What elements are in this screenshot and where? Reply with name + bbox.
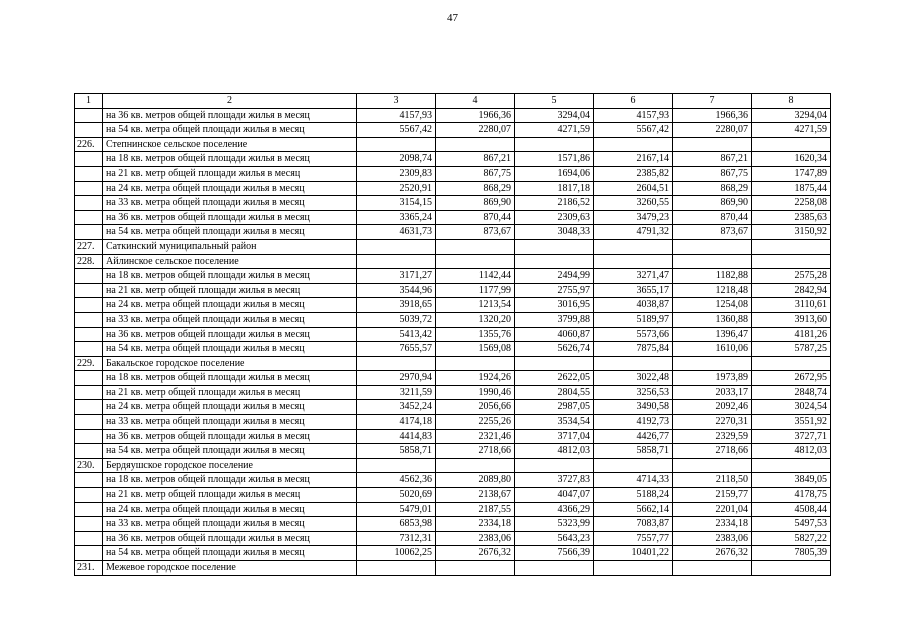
value-cell: 4562,36 xyxy=(357,473,436,488)
value-cell xyxy=(357,137,436,152)
value-cell xyxy=(357,356,436,371)
value-cell: 2309,63 xyxy=(515,210,594,225)
row-number xyxy=(75,546,103,561)
value-cell: 4414,83 xyxy=(357,429,436,444)
row-number xyxy=(75,531,103,546)
value-cell: 2167,14 xyxy=(594,152,673,167)
value-cell: 2494,99 xyxy=(515,269,594,284)
value-cell xyxy=(515,137,594,152)
row-label: на 36 кв. метров общей площади жилья в месяц xyxy=(103,531,357,546)
value-cell: 2098,74 xyxy=(357,152,436,167)
value-cell xyxy=(752,254,831,269)
value-cell: 1966,36 xyxy=(436,108,515,123)
section-row xyxy=(75,458,831,473)
row-number xyxy=(75,371,103,386)
value-cell: 5189,97 xyxy=(594,312,673,327)
section-row xyxy=(75,239,831,254)
value-cell xyxy=(594,561,673,576)
value-cell: 2604,51 xyxy=(594,181,673,196)
value-cell: 2848,74 xyxy=(752,385,831,400)
value-cell xyxy=(594,239,673,254)
value-cell: 1966,36 xyxy=(673,108,752,123)
row-label: на 54 кв. метра общей площади жилья в месяц xyxy=(103,444,357,459)
table-row xyxy=(75,444,831,459)
table-row xyxy=(75,400,831,415)
row-number xyxy=(75,473,103,488)
value-cell: 1747,89 xyxy=(752,166,831,181)
row-number: 227. xyxy=(75,239,103,254)
row-number xyxy=(75,385,103,400)
row-number: 226. xyxy=(75,137,103,152)
row-label: на 33 кв. метра общей площади жилья в месяц xyxy=(103,415,357,430)
value-cell xyxy=(752,356,831,371)
row-label: на 21 кв. метр общей площади жилья в месяц xyxy=(103,488,357,503)
row-label: на 18 кв. метров общей площади жилья в месяц xyxy=(103,269,357,284)
value-cell: 4178,75 xyxy=(752,488,831,503)
value-cell: 5188,24 xyxy=(594,488,673,503)
value-cell: 2385,63 xyxy=(752,210,831,225)
value-cell: 7875,84 xyxy=(594,342,673,357)
value-cell: 1218,48 xyxy=(673,283,752,298)
value-cell: 2755,97 xyxy=(515,283,594,298)
value-cell: 7083,87 xyxy=(594,517,673,532)
value-cell xyxy=(594,458,673,473)
row-number xyxy=(75,152,103,167)
row-label: Айлинское сельское поселение xyxy=(103,254,357,269)
value-cell xyxy=(752,239,831,254)
table-row xyxy=(75,415,831,430)
value-cell: 1571,86 xyxy=(515,152,594,167)
column-header: 8 xyxy=(752,94,831,109)
value-cell xyxy=(673,458,752,473)
value-cell: 3294,04 xyxy=(515,108,594,123)
row-number xyxy=(75,517,103,532)
value-cell: 5039,72 xyxy=(357,312,436,327)
row-number xyxy=(75,269,103,284)
value-cell xyxy=(673,356,752,371)
value-cell xyxy=(673,239,752,254)
value-cell: 3256,53 xyxy=(594,385,673,400)
row-number xyxy=(75,488,103,503)
page-number: 47 xyxy=(447,12,458,24)
value-cell: 2329,59 xyxy=(673,429,752,444)
value-cell: 3154,15 xyxy=(357,196,436,211)
value-cell: 5858,71 xyxy=(594,444,673,459)
value-cell: 867,21 xyxy=(673,152,752,167)
value-cell: 2159,77 xyxy=(673,488,752,503)
value-cell: 4181,26 xyxy=(752,327,831,342)
table-row xyxy=(75,269,831,284)
value-cell: 2309,83 xyxy=(357,166,436,181)
value-cell: 1569,08 xyxy=(436,342,515,357)
row-number: 228. xyxy=(75,254,103,269)
value-cell: 1694,06 xyxy=(515,166,594,181)
row-number xyxy=(75,312,103,327)
table-row xyxy=(75,210,831,225)
value-cell: 1817,18 xyxy=(515,181,594,196)
row-label: на 36 кв. метров общей площади жилья в месяц xyxy=(103,210,357,225)
value-cell: 4426,77 xyxy=(594,429,673,444)
value-cell: 2092,46 xyxy=(673,400,752,415)
value-cell: 5858,71 xyxy=(357,444,436,459)
value-cell: 867,75 xyxy=(673,166,752,181)
value-cell: 2575,28 xyxy=(752,269,831,284)
value-cell: 2334,18 xyxy=(673,517,752,532)
value-cell: 2383,06 xyxy=(436,531,515,546)
row-number xyxy=(75,444,103,459)
value-cell: 873,67 xyxy=(673,225,752,240)
value-cell: 7655,57 xyxy=(357,342,436,357)
value-cell: 3271,47 xyxy=(594,269,673,284)
row-number xyxy=(75,415,103,430)
table-row xyxy=(75,312,831,327)
value-cell: 4271,59 xyxy=(515,123,594,138)
value-cell: 3016,95 xyxy=(515,298,594,313)
value-cell xyxy=(594,356,673,371)
row-number: 229. xyxy=(75,356,103,371)
value-cell: 3918,65 xyxy=(357,298,436,313)
value-cell xyxy=(436,561,515,576)
value-cell: 870,44 xyxy=(673,210,752,225)
value-cell: 870,44 xyxy=(436,210,515,225)
value-cell: 2718,66 xyxy=(673,444,752,459)
value-cell: 5662,14 xyxy=(594,502,673,517)
column-header: 2 xyxy=(103,94,357,109)
value-cell: 3655,17 xyxy=(594,283,673,298)
table-row xyxy=(75,371,831,386)
value-cell xyxy=(515,458,594,473)
value-cell: 1177,99 xyxy=(436,283,515,298)
row-label: на 54 кв. метра общей площади жилья в месяц xyxy=(103,123,357,138)
row-number xyxy=(75,400,103,415)
table-row xyxy=(75,225,831,240)
section-row xyxy=(75,356,831,371)
value-cell xyxy=(436,356,515,371)
row-label: на 21 кв. метр общей площади жилья в месяц xyxy=(103,385,357,400)
table-row xyxy=(75,531,831,546)
table-header-row xyxy=(75,94,831,109)
row-label: на 18 кв. метров общей площади жилья в месяц xyxy=(103,152,357,167)
value-cell: 10062,25 xyxy=(357,546,436,561)
row-number xyxy=(75,166,103,181)
table-row xyxy=(75,473,831,488)
table-row xyxy=(75,283,831,298)
value-cell: 4812,03 xyxy=(752,444,831,459)
value-cell: 2033,17 xyxy=(673,385,752,400)
value-cell: 4714,33 xyxy=(594,473,673,488)
value-cell: 2186,52 xyxy=(515,196,594,211)
value-cell: 3211,59 xyxy=(357,385,436,400)
value-cell: 3110,61 xyxy=(752,298,831,313)
row-number xyxy=(75,225,103,240)
value-cell xyxy=(752,561,831,576)
row-label: на 21 кв. метр общей площади жилья в месяц xyxy=(103,166,357,181)
value-cell xyxy=(673,137,752,152)
table-row xyxy=(75,196,831,211)
value-cell: 1360,88 xyxy=(673,312,752,327)
value-cell: 5567,42 xyxy=(594,123,673,138)
row-number xyxy=(75,196,103,211)
value-cell: 5787,25 xyxy=(752,342,831,357)
value-cell: 869,90 xyxy=(673,196,752,211)
value-cell: 2255,26 xyxy=(436,415,515,430)
section-row xyxy=(75,137,831,152)
value-cell: 4631,73 xyxy=(357,225,436,240)
value-cell: 2187,55 xyxy=(436,502,515,517)
table-row xyxy=(75,517,831,532)
value-cell xyxy=(515,561,594,576)
value-cell: 4508,44 xyxy=(752,502,831,517)
value-cell: 4157,93 xyxy=(357,108,436,123)
value-cell xyxy=(673,561,752,576)
value-cell: 1396,47 xyxy=(673,327,752,342)
value-cell: 2672,95 xyxy=(752,371,831,386)
value-cell xyxy=(357,458,436,473)
value-cell: 868,29 xyxy=(436,181,515,196)
row-label: на 24 кв. метра общей площади жилья в месяц xyxy=(103,502,357,517)
value-cell: 5323,99 xyxy=(515,517,594,532)
value-cell: 3849,05 xyxy=(752,473,831,488)
value-cell: 868,29 xyxy=(673,181,752,196)
value-cell: 3490,58 xyxy=(594,400,673,415)
row-number: 231. xyxy=(75,561,103,576)
column-header: 6 xyxy=(594,94,673,109)
value-cell xyxy=(357,561,436,576)
value-cell: 3551,92 xyxy=(752,415,831,430)
value-cell xyxy=(436,137,515,152)
table-row xyxy=(75,327,831,342)
value-cell: 2138,67 xyxy=(436,488,515,503)
value-cell: 4047,07 xyxy=(515,488,594,503)
row-number xyxy=(75,298,103,313)
value-cell: 10401,22 xyxy=(594,546,673,561)
value-cell: 1875,44 xyxy=(752,181,831,196)
row-label: на 24 кв. метра общей площади жилья в месяц xyxy=(103,181,357,196)
table-row xyxy=(75,488,831,503)
value-cell: 2258,08 xyxy=(752,196,831,211)
value-cell: 6853,98 xyxy=(357,517,436,532)
value-cell: 3544,96 xyxy=(357,283,436,298)
table-row xyxy=(75,152,831,167)
table-row xyxy=(75,429,831,444)
value-cell: 7312,31 xyxy=(357,531,436,546)
row-label: Саткинский муниципальный район xyxy=(103,239,357,254)
column-header: 3 xyxy=(357,94,436,109)
value-cell: 3150,92 xyxy=(752,225,831,240)
value-cell: 4192,73 xyxy=(594,415,673,430)
value-cell xyxy=(436,239,515,254)
value-cell: 3717,04 xyxy=(515,429,594,444)
value-cell: 3452,24 xyxy=(357,400,436,415)
value-cell: 1320,20 xyxy=(436,312,515,327)
value-cell: 3479,23 xyxy=(594,210,673,225)
value-cell: 1973,89 xyxy=(673,371,752,386)
table-row xyxy=(75,502,831,517)
value-cell xyxy=(515,254,594,269)
value-cell: 2385,82 xyxy=(594,166,673,181)
value-cell: 867,75 xyxy=(436,166,515,181)
value-cell: 2056,66 xyxy=(436,400,515,415)
value-cell: 1355,76 xyxy=(436,327,515,342)
value-cell: 1213,54 xyxy=(436,298,515,313)
value-cell: 5626,74 xyxy=(515,342,594,357)
row-number xyxy=(75,429,103,444)
value-cell xyxy=(515,239,594,254)
table-row xyxy=(75,385,831,400)
row-label: на 33 кв. метра общей площади жилья в месяц xyxy=(103,312,357,327)
value-cell: 2201,04 xyxy=(673,502,752,517)
value-cell: 2383,06 xyxy=(673,531,752,546)
tariff-table xyxy=(74,93,831,576)
value-cell: 2321,46 xyxy=(436,429,515,444)
value-cell: 7557,77 xyxy=(594,531,673,546)
row-number xyxy=(75,283,103,298)
value-cell xyxy=(594,254,673,269)
row-label: Степнинское сельское поселение xyxy=(103,137,357,152)
value-cell: 2334,18 xyxy=(436,517,515,532)
row-label: на 21 кв. метр общей площади жилья в месяц xyxy=(103,283,357,298)
value-cell: 4271,59 xyxy=(752,123,831,138)
row-label: на 36 кв. метров общей площади жилья в месяц xyxy=(103,327,357,342)
value-cell: 4366,29 xyxy=(515,502,594,517)
value-cell: 2718,66 xyxy=(436,444,515,459)
column-header: 1 xyxy=(75,94,103,109)
value-cell: 1610,06 xyxy=(673,342,752,357)
value-cell: 3022,48 xyxy=(594,371,673,386)
value-cell: 2118,50 xyxy=(673,473,752,488)
row-label: на 18 кв. метров общей площади жилья в месяц xyxy=(103,473,357,488)
row-number xyxy=(75,108,103,123)
value-cell: 7566,39 xyxy=(515,546,594,561)
value-cell: 5643,23 xyxy=(515,531,594,546)
value-cell: 2804,55 xyxy=(515,385,594,400)
table-row xyxy=(75,546,831,561)
value-cell xyxy=(673,254,752,269)
value-cell: 5573,66 xyxy=(594,327,673,342)
value-cell: 869,90 xyxy=(436,196,515,211)
value-cell: 873,67 xyxy=(436,225,515,240)
value-cell: 5020,69 xyxy=(357,488,436,503)
column-header: 4 xyxy=(436,94,515,109)
row-label: Межевое городское поселение xyxy=(103,561,357,576)
table-row xyxy=(75,342,831,357)
column-header: 5 xyxy=(515,94,594,109)
value-cell: 3171,27 xyxy=(357,269,436,284)
column-header: 7 xyxy=(673,94,752,109)
value-cell xyxy=(436,254,515,269)
row-label: на 33 кв. метра общей площади жилья в месяц xyxy=(103,196,357,211)
row-label: на 54 кв. метра общей площади жилья в месяц xyxy=(103,546,357,561)
value-cell: 5827,22 xyxy=(752,531,831,546)
value-cell: 2622,05 xyxy=(515,371,594,386)
table-row xyxy=(75,166,831,181)
value-cell: 2270,31 xyxy=(673,415,752,430)
row-number xyxy=(75,342,103,357)
value-cell: 5479,01 xyxy=(357,502,436,517)
table-row xyxy=(75,298,831,313)
value-cell: 3727,83 xyxy=(515,473,594,488)
value-cell: 1620,34 xyxy=(752,152,831,167)
value-cell: 5497,53 xyxy=(752,517,831,532)
row-label: на 36 кв. метров общей площади жилья в месяц xyxy=(103,429,357,444)
row-number xyxy=(75,502,103,517)
row-label: на 24 кв. метра общей площади жилья в месяц xyxy=(103,400,357,415)
value-cell: 2520,91 xyxy=(357,181,436,196)
value-cell: 3913,60 xyxy=(752,312,831,327)
row-number xyxy=(75,210,103,225)
section-row xyxy=(75,561,831,576)
value-cell: 2089,80 xyxy=(436,473,515,488)
row-label: на 54 кв. метра общей площади жилья в месяц xyxy=(103,225,357,240)
value-cell: 2970,94 xyxy=(357,371,436,386)
row-label: на 24 кв. метра общей площади жилья в месяц xyxy=(103,298,357,313)
value-cell xyxy=(752,458,831,473)
value-cell: 5567,42 xyxy=(357,123,436,138)
value-cell: 3260,55 xyxy=(594,196,673,211)
row-label: на 36 кв. метров общей площади жилья в месяц xyxy=(103,108,357,123)
value-cell: 1142,44 xyxy=(436,269,515,284)
value-cell: 3024,54 xyxy=(752,400,831,415)
value-cell xyxy=(357,254,436,269)
row-number xyxy=(75,327,103,342)
value-cell: 4812,03 xyxy=(515,444,594,459)
value-cell: 4060,87 xyxy=(515,327,594,342)
row-label: на 54 кв. метра общей площади жилья в месяц xyxy=(103,342,357,357)
value-cell xyxy=(357,239,436,254)
value-cell: 2676,32 xyxy=(436,546,515,561)
row-label: на 33 кв. метра общей площади жилья в месяц xyxy=(103,517,357,532)
value-cell xyxy=(594,137,673,152)
value-cell: 2676,32 xyxy=(673,546,752,561)
value-cell: 3534,54 xyxy=(515,415,594,430)
row-number: 230. xyxy=(75,458,103,473)
value-cell xyxy=(515,356,594,371)
row-number xyxy=(75,123,103,138)
value-cell: 2280,07 xyxy=(673,123,752,138)
value-cell: 1182,88 xyxy=(673,269,752,284)
value-cell: 3799,88 xyxy=(515,312,594,327)
value-cell: 4791,32 xyxy=(594,225,673,240)
table-row xyxy=(75,123,831,138)
table-row xyxy=(75,108,831,123)
value-cell: 4174,18 xyxy=(357,415,436,430)
value-cell: 4038,87 xyxy=(594,298,673,313)
value-cell: 3365,24 xyxy=(357,210,436,225)
value-cell: 867,21 xyxy=(436,152,515,167)
value-cell: 5413,42 xyxy=(357,327,436,342)
value-cell: 4157,93 xyxy=(594,108,673,123)
section-row xyxy=(75,254,831,269)
value-cell xyxy=(436,458,515,473)
value-cell: 2987,05 xyxy=(515,400,594,415)
row-label: Бердяушское городское поселение xyxy=(103,458,357,473)
value-cell: 2280,07 xyxy=(436,123,515,138)
value-cell: 1254,08 xyxy=(673,298,752,313)
value-cell: 1990,46 xyxy=(436,385,515,400)
value-cell: 3727,71 xyxy=(752,429,831,444)
value-cell: 7805,39 xyxy=(752,546,831,561)
table-row xyxy=(75,181,831,196)
row-label: Бакальское городское поселение xyxy=(103,356,357,371)
value-cell: 3048,33 xyxy=(515,225,594,240)
row-label: на 18 кв. метров общей площади жилья в месяц xyxy=(103,371,357,386)
value-cell: 3294,04 xyxy=(752,108,831,123)
value-cell: 2842,94 xyxy=(752,283,831,298)
value-cell: 1924,26 xyxy=(436,371,515,386)
value-cell xyxy=(752,137,831,152)
row-number xyxy=(75,181,103,196)
